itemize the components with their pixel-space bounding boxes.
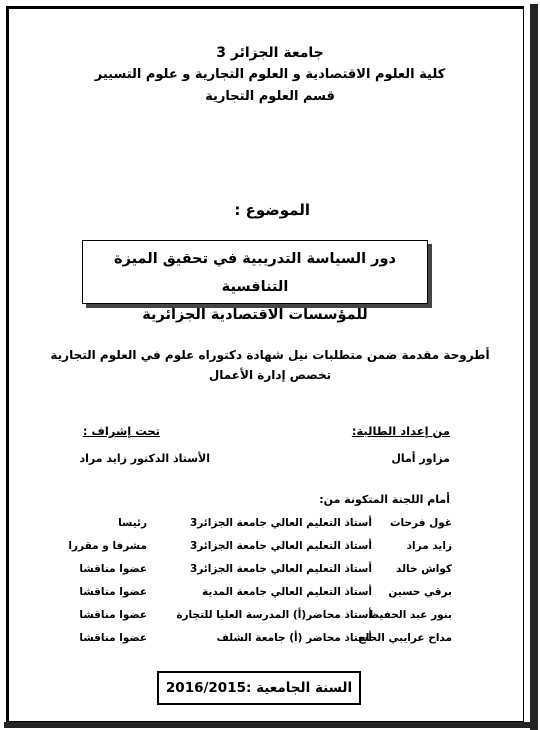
supervisor-name: الأستاذ الدكتور زايد مراد — [79, 452, 210, 465]
student-name: مزاور أمال — [391, 452, 450, 465]
member-name: بنور عبد الحفيظ — [368, 609, 452, 621]
member-title: أستاذ التعليم العالي جامعة الجزائر3 — [189, 563, 372, 575]
academic-year: السنة الجامعية :2016/2015 — [165, 680, 353, 696]
committee-row — [52, 609, 452, 625]
academic-year-box — [157, 671, 361, 705]
member-role: عضوا مناقشا — [79, 632, 147, 644]
thesis-purpose — [0, 345, 540, 385]
member-name: زايد مراد — [406, 540, 452, 552]
purpose-line1: أطروحة مقدمة ضمن متطلبات نيل شهادة دكتوراه علوم في العلوم التجارية — [50, 348, 490, 362]
department-name: قسم العلوم التجارية — [205, 89, 335, 104]
header — [0, 42, 540, 108]
committee-row — [52, 586, 452, 602]
member-name: مداح عرايبي الحاج — [358, 632, 452, 644]
committee-row — [52, 563, 452, 579]
thesis-title-box — [82, 240, 428, 323]
member-role: رئيسا — [118, 517, 147, 529]
committee-title: أمام اللجنة المتكونة من: — [319, 493, 450, 506]
member-title: أستاذ محاضر(أ) المدرسة العليا للتجارة — [176, 609, 372, 621]
prepared-by-label: من إعداد الطالبة: — [351, 424, 450, 438]
university-name: جامعة الجزائر 3 — [216, 45, 324, 61]
faculty-name: كلية العلوم الاقتصادية و العلوم التجارية و علوم التسيير — [94, 67, 446, 82]
committee-row — [52, 540, 452, 556]
topic-label: الموضوع : — [234, 201, 310, 219]
committee-row — [52, 632, 452, 648]
scan-edge-bottom — [4, 722, 538, 728]
member-title: أستاذ التعليم العالي جامعة الجزائر3 — [189, 517, 372, 529]
member-title: أستاذ محاضر (أ) جامعة الشلف — [216, 632, 372, 644]
member-role: عضوا مناقشا — [79, 609, 147, 621]
member-name: برقي حسين — [388, 586, 452, 598]
supervision-label: تحت إشراف : — [82, 424, 160, 438]
thesis-title-line2: للمؤسسات الاقتصادية الجزائرية — [142, 307, 368, 323]
member-title: أستاذ التعليم العالي جامعة المدية — [202, 586, 372, 598]
member-role: عضوا مناقشا — [79, 586, 147, 598]
member-name: كواش خالد — [396, 563, 452, 575]
thesis-title-line1: دور السياسة التدريبية في تحقيق الميزة التنافسية — [114, 251, 396, 295]
purpose-line2: تخصص إدارة الأعمال — [208, 368, 332, 382]
member-title: أستاذ التعليم العالي جامعة الجزائر3 — [189, 540, 372, 552]
member-name: غول فرحات — [390, 517, 452, 529]
member-role: مشرفا و مقررا — [68, 540, 147, 552]
committee-row — [52, 517, 452, 533]
member-role: عضوا مناقشا — [79, 563, 147, 575]
